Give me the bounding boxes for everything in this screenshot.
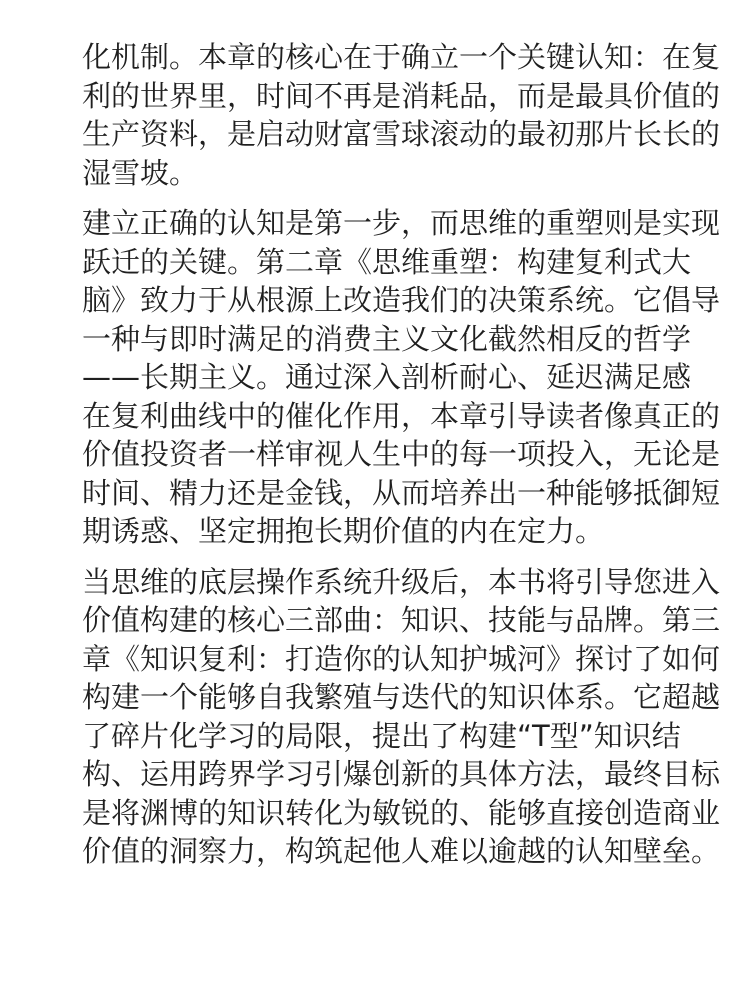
text-line: ——长期主义。通过深入剖析耐心、延迟满足感 [82,360,692,394]
paragraph-2 [82,204,721,551]
text-line: 当思维的底层操作系统升级后，本书将引导您进入 [82,564,721,599]
text-line: 期诱惑、坚定拥抱长期价值的内在定力。 [82,514,605,548]
text-line: 价值的洞察力，构筑起他人难以逾越的认知壁垒。 [82,834,721,868]
text-line: 生产资料，是启动财富雪球滚动的最初那片长长的 [82,117,721,151]
paragraph-1 [82,38,721,192]
text-line: 利的世界里，时间不再是消耗品，而是最具价值的 [82,78,721,113]
paragraph-3 [82,563,721,871]
text-line: 构、运用跨界学习引爆创新的具体方法，最终目标 [82,757,721,791]
text-line: 时间、精力还是金钱，从而培养出一种能够抵御短 [82,475,721,510]
text-line: 构建一个能够自我繁殖与迭代的知识体系。它超越 [82,680,721,714]
text-line: 化机制。本章的核心在于确立一个关键认知：在复 [82,40,721,74]
text-line: 湿雪坡。 [82,155,199,190]
text-line: 价值投资者一样审视人生中的每一项投入，无论是 [82,437,721,471]
text-line: 章《知识复利：打造你的认知护城河》探讨了如何 [82,641,721,676]
text-line: 在复利曲线中的催化作用，本章引导读者像真正的 [82,398,721,433]
text-line: 跃迁的关键。第二章《思维重塑：构建复利式大 [82,244,692,279]
text-line: 脑》致力于从根源上改造我们的决策系统。它倡导 [82,283,721,317]
text-line: 建立正确的认知是第一步，而思维的重塑则是实现 [82,206,721,240]
text-line: 是将渊博的知识转化为敏锐的、能够直接创造商业 [82,795,721,830]
article-body [82,38,721,883]
text-line: 一种与即时满足的消费主义文化截然相反的哲学 [82,321,692,356]
text-line: 了碎片化学习的局限，提出了构建“T型”知识结 [82,718,681,753]
text-line: 价值构建的核心三部曲：知识、技能与品牌。第三 [82,603,721,637]
